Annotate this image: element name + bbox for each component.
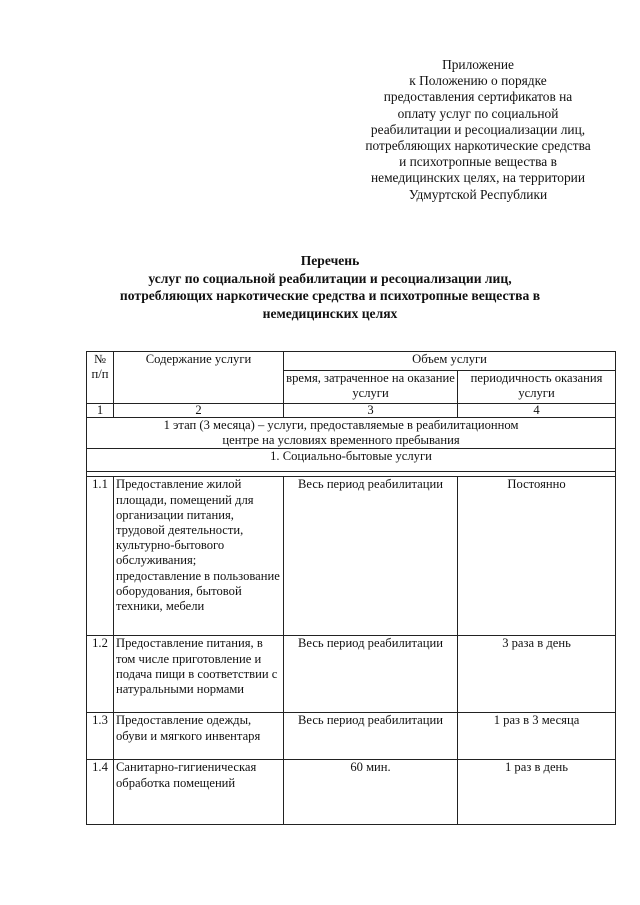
title-line: потребляющих наркотические средства и психотропные вещества в xyxy=(119,288,541,303)
appendix-line: немедицинских целях, на территории xyxy=(370,170,586,186)
row-time: Весь период реабилитации xyxy=(284,636,458,713)
row-content: Предоставление одежды, обуви и мягкого инвентаря xyxy=(114,713,284,760)
appendix-note xyxy=(340,57,616,203)
section-title: 1. Социально-бытовые услуги xyxy=(87,449,616,472)
title-line: услуг по социальной реабилитации и ресоциализации лиц, xyxy=(148,270,512,286)
document-title xyxy=(60,252,600,322)
row-content: Предоставление жилой площади, помещений для организации питания, трудовой деятельности, культурно-бытового обслуживания; предоставление в пользование оборудования, бытовой техники, мебели xyxy=(114,477,284,636)
stage-row xyxy=(87,418,616,449)
table-row xyxy=(87,713,616,760)
table-row xyxy=(87,477,616,636)
row-time: 60 мин. xyxy=(284,760,458,825)
appendix-line: потребляющих наркотические средства xyxy=(365,138,591,154)
row-frequency: 1 раз в день xyxy=(458,760,616,825)
row-num: 1.1 xyxy=(87,477,114,636)
header-volume: Объем услуги xyxy=(284,352,616,371)
row-time: Весь период реабилитации xyxy=(284,477,458,636)
stage-title: 1 этап (3 месяца) – услуги, предоставляемые в реабилитационном центре на условиях временного пребывания xyxy=(87,418,616,449)
appendix-line: оплату услуг по социальной xyxy=(397,105,559,121)
header-num: № п/п xyxy=(87,352,114,404)
row-time: Весь период реабилитации xyxy=(284,713,458,760)
title-line: Перечень xyxy=(300,253,360,268)
appendix-line: предоставления сертификатов на xyxy=(383,89,573,105)
appendix-line: Удмуртской Республики xyxy=(408,186,548,202)
table-header-row xyxy=(87,352,616,371)
row-frequency: Постоянно xyxy=(458,477,616,636)
column-number: 2 xyxy=(114,404,284,418)
section-row xyxy=(87,449,616,472)
table-row xyxy=(87,636,616,713)
header-frequency: периодичность оказания услуги xyxy=(458,371,616,404)
services-table xyxy=(86,351,616,825)
appendix-line: и психотропные вещества в xyxy=(399,154,557,170)
row-content: Предоставление питания, в том числе приготовление и подача пищи в соответствии с натуральными нормами xyxy=(114,636,284,713)
title-line: немедицинских целях xyxy=(262,305,398,321)
row-frequency: 3 раза в день xyxy=(458,636,616,713)
row-num: 1.4 xyxy=(87,760,114,825)
column-number: 1 xyxy=(87,404,114,418)
table-row xyxy=(87,760,616,825)
column-number: 4 xyxy=(458,404,616,418)
appendix-line: к Положению о порядке xyxy=(409,73,547,89)
header-content: Содержание услуги xyxy=(114,352,284,404)
column-number-row xyxy=(87,404,616,418)
header-time: время, затраченное на оказание услуги xyxy=(284,371,458,404)
row-content: Санитарно-гигиеническая обработка помещений xyxy=(114,760,284,825)
column-number: 3 xyxy=(284,404,458,418)
row-num: 1.3 xyxy=(87,713,114,760)
row-frequency: 1 раз в 3 месяца xyxy=(458,713,616,760)
appendix-line: Приложение xyxy=(442,57,514,72)
row-num: 1.2 xyxy=(87,636,114,713)
appendix-line: реабилитации и ресоциализации лиц, xyxy=(370,121,586,137)
